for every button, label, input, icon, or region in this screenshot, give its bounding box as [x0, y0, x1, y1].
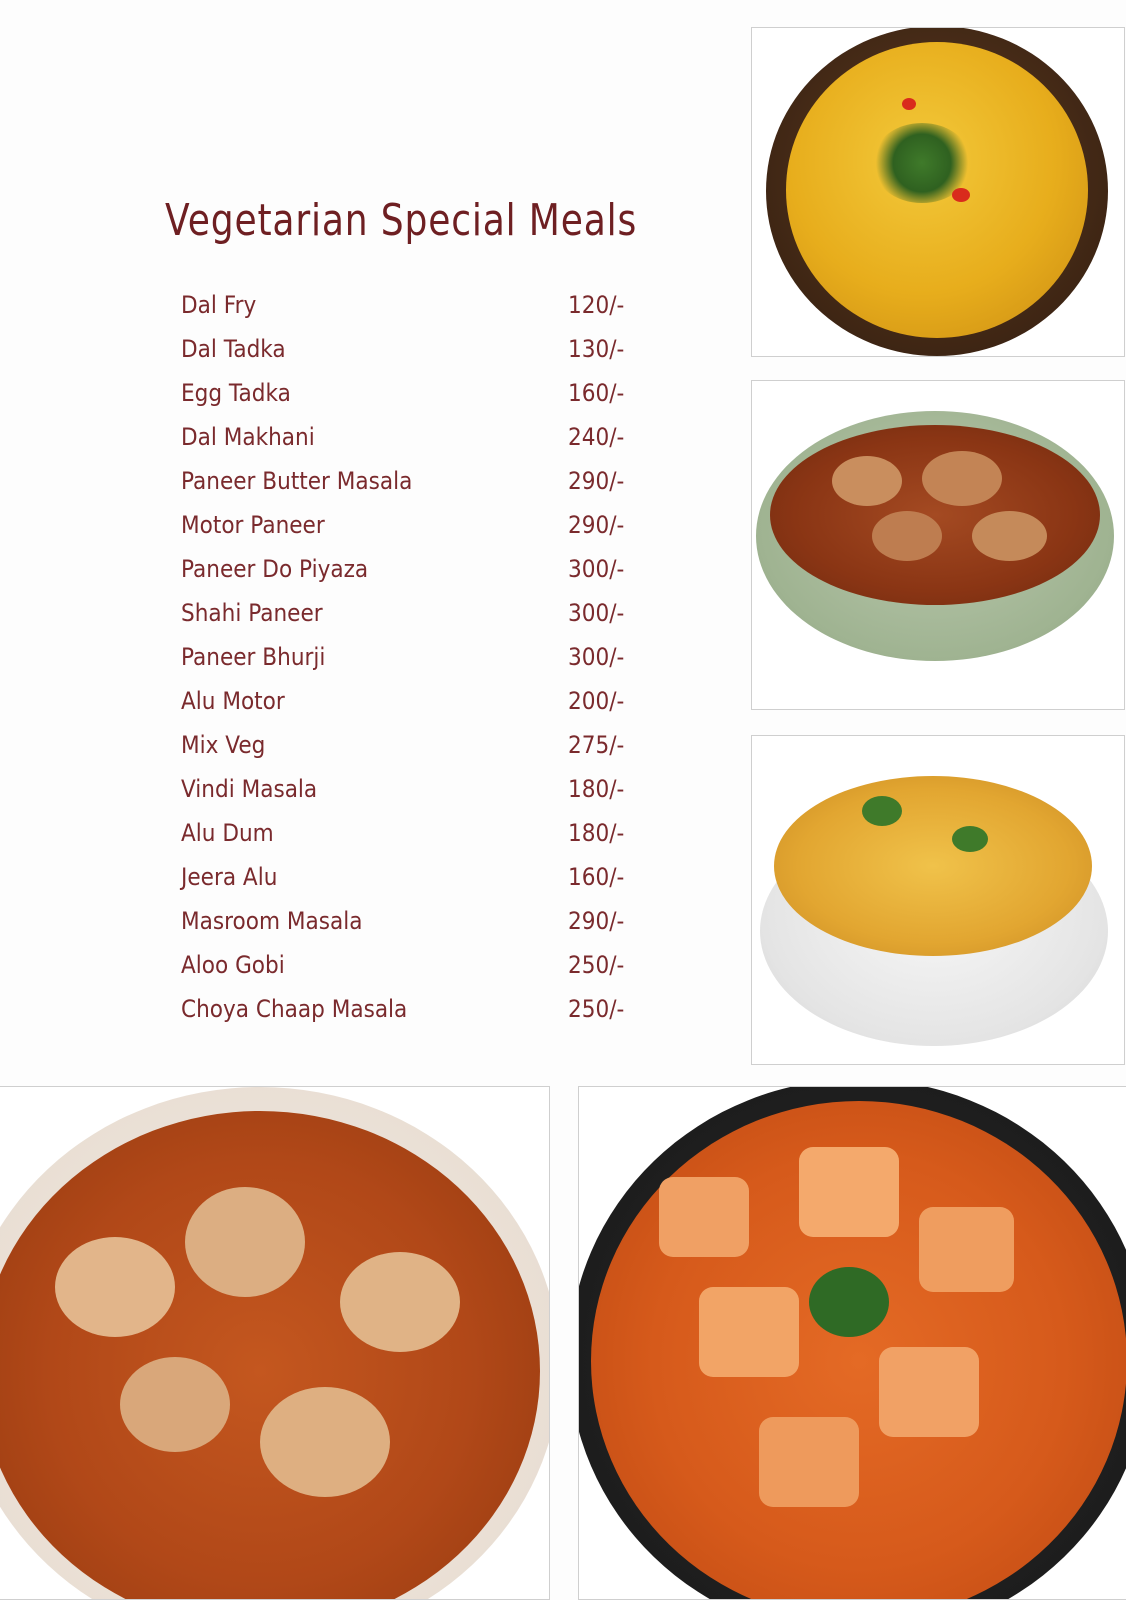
- curry-chunk: [922, 451, 1002, 506]
- mushroom-slice: [55, 1237, 175, 1337]
- item-price: 200/-: [568, 687, 625, 715]
- item-name: Alu Motor: [181, 687, 285, 715]
- menu-item: [181, 291, 641, 327]
- menu-item: [181, 467, 641, 503]
- paneer-cube: [879, 1347, 979, 1437]
- item-name: Dal Makhani: [181, 423, 315, 451]
- item-name: Dal Fry: [181, 291, 257, 319]
- menu-item: [181, 731, 641, 767]
- item-price: 300/-: [568, 643, 625, 671]
- item-name: Vindi Masala: [181, 775, 318, 803]
- menu-item: [181, 423, 641, 459]
- item-name: Paneer Bhurji: [181, 643, 326, 671]
- curry-chunk: [872, 511, 942, 561]
- item-name: Paneer Butter Masala: [181, 467, 413, 495]
- item-price: 290/-: [568, 511, 625, 539]
- item-price: 160/-: [568, 379, 625, 407]
- chili-piece: [952, 188, 970, 202]
- item-price: 290/-: [568, 467, 625, 495]
- item-name: Choya Chaap Masala: [181, 995, 408, 1023]
- item-price: 250/-: [568, 951, 625, 979]
- paneer-cube: [759, 1417, 859, 1507]
- menu-item: [181, 775, 641, 811]
- menu-item: [181, 511, 641, 547]
- food-photo-khichdi: [751, 27, 1125, 357]
- curry-chunk: [972, 511, 1047, 561]
- food-photo-curry-green-bowl: [751, 380, 1125, 710]
- menu-item: [181, 599, 641, 635]
- mushroom-slice: [340, 1252, 460, 1352]
- menu-item: [181, 335, 641, 371]
- coriander-garnish: [862, 796, 902, 826]
- item-name: Egg Tadka: [181, 379, 291, 407]
- paneer-cube: [659, 1177, 749, 1257]
- menu-item: [181, 555, 641, 591]
- item-name: Dal Tadka: [181, 335, 286, 363]
- mushroom-slice: [185, 1187, 305, 1297]
- menu-item: [181, 379, 641, 415]
- potato-fill: [774, 776, 1092, 956]
- item-price: 180/-: [568, 775, 625, 803]
- item-price: 240/-: [568, 423, 625, 451]
- item-name: Masroom Masala: [181, 907, 363, 935]
- curry-chunk: [832, 456, 902, 506]
- item-name: Shahi Paneer: [181, 599, 323, 627]
- item-price: 250/-: [568, 995, 625, 1023]
- mushroom-slice: [120, 1357, 230, 1452]
- menu-item: [181, 819, 641, 855]
- chili-piece: [902, 98, 916, 110]
- menu-item: [181, 951, 641, 987]
- mushroom-slice: [260, 1387, 390, 1497]
- coriander-garnish: [952, 826, 988, 852]
- item-name: Alu Dum: [181, 819, 274, 847]
- item-name: Motor Paneer: [181, 511, 325, 539]
- item-price: 300/-: [568, 555, 625, 583]
- item-price: 180/-: [568, 819, 625, 847]
- item-price: 300/-: [568, 599, 625, 627]
- item-name: Mix Veg: [181, 731, 266, 759]
- item-price: 160/-: [568, 863, 625, 891]
- item-price: 130/-: [568, 335, 625, 363]
- item-name: Paneer Do Piyaza: [181, 555, 369, 583]
- curry-gravy: [770, 425, 1100, 605]
- item-name: Aloo Gobi: [181, 951, 285, 979]
- paneer-cube: [919, 1207, 1014, 1292]
- food-photo-potato-sabzi: [751, 735, 1125, 1065]
- menu-item: [181, 643, 641, 679]
- menu-item: [181, 995, 641, 1031]
- menu-item: [181, 687, 641, 723]
- paneer-cube: [799, 1147, 899, 1237]
- item-name: Jeera Alu: [181, 863, 278, 891]
- item-price: 275/-: [568, 731, 625, 759]
- food-photo-mushroom-masala: [0, 1086, 550, 1600]
- paneer-cube: [699, 1287, 799, 1377]
- item-price: 290/-: [568, 907, 625, 935]
- menu-title: Vegetarian Special Meals: [165, 195, 638, 246]
- menu-item: [181, 863, 641, 899]
- item-price: 120/-: [568, 291, 625, 319]
- menu-item: [181, 907, 641, 943]
- coriander-garnish: [809, 1267, 889, 1337]
- food-photo-paneer-curry: [578, 1086, 1126, 1600]
